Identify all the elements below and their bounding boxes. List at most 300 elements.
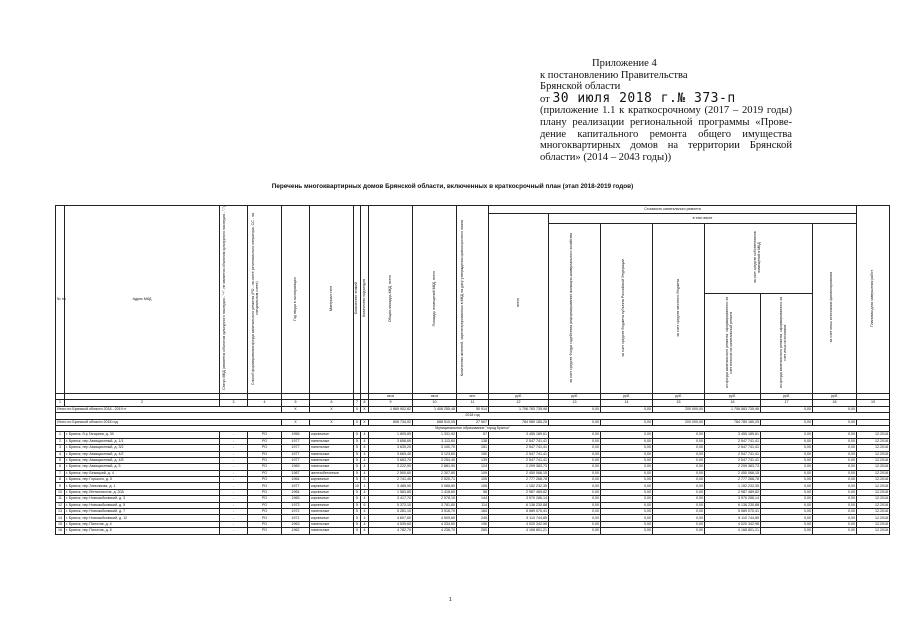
summary-x: X bbox=[310, 406, 354, 412]
unit-cell: руб. bbox=[489, 394, 549, 400]
table-cell: 0,00 bbox=[653, 502, 705, 508]
table-cell: РО bbox=[248, 457, 282, 463]
table-cell: 124 bbox=[457, 464, 489, 470]
table-cell: 1 331,92 bbox=[413, 432, 457, 438]
table-cell: 2 547 741,41 bbox=[489, 438, 549, 444]
table-cell: - bbox=[220, 496, 248, 502]
summary-total: 784 989 185,25 bbox=[489, 419, 549, 425]
table-cell: 0,00 bbox=[653, 496, 705, 502]
table-cell: 2 741,40 bbox=[369, 477, 413, 483]
table-cell: 0,00 bbox=[653, 528, 705, 534]
table-cell: 0,00 bbox=[761, 457, 813, 463]
table-cell: 0,00 bbox=[653, 489, 705, 495]
table-cell: 3 639,20 bbox=[369, 445, 413, 451]
table-cell: 0,00 bbox=[813, 457, 857, 463]
col-number: 18 bbox=[813, 400, 857, 406]
document-title: Перечень многоквартирных домов Брянской области, включенных в краткосрочный план (этап 2018-2019 годов) bbox=[271, 183, 634, 190]
summary-x: X bbox=[354, 406, 361, 412]
table-cell: 0,00 bbox=[653, 470, 705, 476]
table-cell: кирпичные bbox=[310, 496, 354, 502]
table-cell: 0,00 bbox=[813, 509, 857, 515]
table-cell: 5 bbox=[354, 477, 361, 483]
table-cell: 1977 bbox=[282, 451, 310, 457]
table-cell: 5 bbox=[354, 451, 361, 457]
table-cell: кирпичные bbox=[310, 502, 354, 508]
header-floors: Количество этажей bbox=[354, 206, 361, 394]
table-cell: РО bbox=[248, 438, 282, 444]
table-cell: 5 bbox=[354, 464, 361, 470]
table-cell: г. Брянск, пер Горького, д. 5 bbox=[65, 477, 220, 483]
table-cell: 0,00 bbox=[813, 470, 857, 476]
table-cell: 12.2018 bbox=[857, 496, 890, 502]
col-number: 17 bbox=[761, 400, 813, 406]
table-cell: 0,00 bbox=[601, 438, 653, 444]
table-cell: 0,00 bbox=[601, 451, 653, 457]
table-cell: 2 307,80 bbox=[413, 470, 457, 476]
table-cell: 0,00 bbox=[601, 457, 653, 463]
table-cell: 1971 bbox=[282, 515, 310, 521]
table-cell: - bbox=[220, 502, 248, 508]
table-cell: 4 bbox=[361, 515, 369, 521]
table-cell: 4 bbox=[361, 489, 369, 495]
table-cell: 0,00 bbox=[761, 515, 813, 521]
table-cell: 3 485,90 bbox=[369, 483, 413, 489]
table-cell: панельные bbox=[310, 509, 354, 515]
table-cell: 2 547 741,41 bbox=[705, 445, 761, 451]
appendix-line1: Приложение 4 bbox=[592, 58, 657, 69]
table-cell: РО bbox=[248, 464, 282, 470]
unit-cell: кв.м bbox=[413, 394, 457, 400]
table-cell: 0,00 bbox=[761, 483, 813, 489]
table-cell: 0,00 bbox=[813, 464, 857, 470]
table-cell: - bbox=[220, 432, 248, 438]
summary-local: 200 000,00 bbox=[653, 419, 705, 425]
table-cell: панельные bbox=[310, 445, 354, 451]
table-cell: 5 bbox=[354, 528, 361, 534]
table-cell: 4 168 801,21 bbox=[705, 528, 761, 534]
municipal-band: Муниципальное образование "город Брянск" bbox=[56, 425, 890, 431]
table-cell: 0,00 bbox=[601, 509, 653, 515]
table-cell: 0,00 bbox=[549, 470, 601, 476]
table-cell: г. Брянск, пер Авиационный, д. 4/5 bbox=[65, 457, 220, 463]
table-cell: 15 bbox=[56, 521, 65, 527]
summary-fund: 0,00 bbox=[549, 419, 601, 425]
table-cell: 0,00 bbox=[761, 432, 813, 438]
table-cell: 0,00 bbox=[601, 470, 653, 476]
summary-residents: 27 907 bbox=[457, 419, 489, 425]
header-num: № пп bbox=[56, 206, 65, 394]
table-cell: 196 bbox=[457, 521, 489, 527]
table-cell: РО bbox=[248, 489, 282, 495]
summary-total: 1 706 783 735,98 bbox=[489, 406, 549, 412]
table-cell: 1962 bbox=[282, 528, 310, 534]
table-cell: РО bbox=[248, 470, 282, 476]
header-cost-group: Стоимость капитального ремонта bbox=[489, 206, 857, 214]
table-cell: 5 589 070,41 bbox=[705, 509, 761, 515]
table-cell: - bbox=[220, 483, 248, 489]
summary-label: Итого по Брянской области 2018 - 2019 гг bbox=[56, 406, 282, 412]
table-cell: РО bbox=[248, 515, 282, 521]
table-cell: 0,00 bbox=[761, 496, 813, 502]
table-cell: кирпичные bbox=[310, 489, 354, 495]
table-cell: 0,00 bbox=[653, 521, 705, 527]
table-cell: 4 168 801,21 bbox=[489, 528, 549, 534]
table-cell: 1 418,60 bbox=[413, 489, 457, 495]
table-cell: 1965 bbox=[282, 496, 310, 502]
table-cell: РО bbox=[248, 432, 282, 438]
table-cell: - bbox=[220, 470, 248, 476]
table-cell: 0,00 bbox=[761, 470, 813, 476]
table-cell: 2 987 489,82 bbox=[489, 489, 549, 495]
header-residents: Количество жителей, зарегистрированных в МКД на дату утверждения краткосрочного плана bbox=[457, 206, 489, 394]
table-cell: 5 bbox=[354, 496, 361, 502]
table-cell: 0,00 bbox=[653, 464, 705, 470]
appendix-block bbox=[540, 58, 790, 163]
table-cell: 0,00 bbox=[653, 451, 705, 457]
table-cell: 4 bbox=[361, 445, 369, 451]
table-cell: г. Брянск, пер Бежицкий, д. 4 bbox=[65, 470, 220, 476]
table-cell: 151 bbox=[457, 445, 489, 451]
table-cell: 4 bbox=[361, 464, 369, 470]
table-cell: 4 bbox=[361, 496, 369, 502]
summary-other2: 0,00 bbox=[813, 419, 857, 425]
table-cell: г. Брянск, пер Пилотов, д. 4 bbox=[65, 521, 220, 527]
table-cell: 1969 bbox=[282, 464, 310, 470]
table-cell: 12.2018 bbox=[857, 502, 890, 508]
table-cell: 57 bbox=[457, 432, 489, 438]
table-cell: 114 bbox=[457, 502, 489, 508]
table-cell: 2 547 741,41 bbox=[705, 438, 761, 444]
table-cell: 0,00 bbox=[813, 521, 857, 527]
header-total: всего bbox=[489, 214, 549, 394]
table-cell: 2 525,71 bbox=[413, 477, 457, 483]
table-cell: 0,00 bbox=[813, 445, 857, 451]
table-cell: - bbox=[220, 464, 248, 470]
table-cell: 3 bbox=[361, 477, 369, 483]
table-cell: - bbox=[220, 451, 248, 457]
table-cell: 3 455 189,61 bbox=[489, 432, 549, 438]
header-wall-material: Материал стен bbox=[310, 206, 354, 394]
unit-cell: чел. bbox=[457, 394, 489, 400]
table-cell: 13 bbox=[56, 509, 65, 515]
table-cell: 3 417,70 bbox=[369, 496, 413, 502]
summary-x: X bbox=[361, 419, 369, 425]
table-cell: кирпичные bbox=[310, 477, 354, 483]
table-cell: 5 bbox=[354, 432, 361, 438]
table-cell: 0,00 bbox=[813, 477, 857, 483]
header-deadline: Плановая дата завершения работ bbox=[857, 206, 890, 394]
table-cell: 12.2018 bbox=[857, 438, 890, 444]
table-cell: 12.2018 bbox=[857, 457, 890, 463]
col-number: 2 bbox=[65, 400, 220, 406]
table-cell: 5 bbox=[354, 445, 361, 451]
table-cell: 0,00 bbox=[813, 432, 857, 438]
table-cell: 4 bbox=[361, 528, 369, 534]
col-number: 16 bbox=[705, 400, 761, 406]
table-cell: кирпичные bbox=[310, 483, 354, 489]
col-number: 7 bbox=[354, 400, 361, 406]
table-cell: 4 607,60 bbox=[369, 515, 413, 521]
table-cell: 16 bbox=[56, 528, 65, 534]
table-cell: 0,00 bbox=[761, 521, 813, 527]
table-cell: 4 539,60 bbox=[369, 521, 413, 527]
table-cell: РО bbox=[248, 445, 282, 451]
table-cell: 4 bbox=[56, 451, 65, 457]
table-cell: г. Брянск, пер Авиационный, д. 4/2 bbox=[65, 451, 220, 457]
table-cell: 0,00 bbox=[653, 432, 705, 438]
summary-local: 200 000,00 bbox=[653, 406, 705, 412]
table-cell: 5 281,10 bbox=[369, 509, 413, 515]
table-row bbox=[56, 528, 890, 534]
table-cell: 0,00 bbox=[549, 528, 601, 534]
col-number: 11 bbox=[457, 400, 489, 406]
table-cell: 5 bbox=[354, 509, 361, 515]
table-cell: 4 bbox=[361, 521, 369, 527]
table-cell: 2 299 383,73 bbox=[705, 464, 761, 470]
table-cell: - bbox=[220, 457, 248, 463]
table-cell: 3 bbox=[56, 445, 65, 451]
table-cell: 8 bbox=[56, 477, 65, 483]
table-cell: панельные bbox=[310, 451, 354, 457]
summary-x: X bbox=[282, 406, 310, 412]
table-cell: 0,00 bbox=[761, 477, 813, 483]
table-cell: 1 152 232,35 bbox=[705, 483, 761, 489]
table-cell: 12 bbox=[56, 502, 65, 508]
appendix-line2: к постановлению Правительства bbox=[540, 69, 688, 81]
table-cell: 6 bbox=[56, 464, 65, 470]
table-cell: 0,00 bbox=[601, 521, 653, 527]
table-cell: 1 805,85 bbox=[369, 432, 413, 438]
table-cell: г. Брянск, б-р Гагарина, д. 30 bbox=[65, 432, 220, 438]
col-number: 5 bbox=[282, 400, 310, 406]
header-other-sources: за счет иных источников финансирования bbox=[813, 224, 857, 394]
table-cell: 12.2018 bbox=[857, 528, 890, 534]
summary-other: 0,00 bbox=[761, 406, 813, 412]
table-cell: 0,00 bbox=[653, 509, 705, 515]
table-cell: 0,00 bbox=[549, 438, 601, 444]
table-cell: 2 547 741,41 bbox=[489, 457, 549, 463]
table-cell: 2 450 066,15 bbox=[705, 470, 761, 476]
table-cell: 12.2018 bbox=[857, 445, 890, 451]
table-cell: РО bbox=[248, 477, 282, 483]
table-cell: 1964 bbox=[282, 477, 310, 483]
table-cell: 1977 bbox=[282, 483, 310, 489]
col-number: 19 bbox=[857, 400, 890, 406]
table-cell: РО bbox=[248, 509, 282, 515]
table-cell: 0,00 bbox=[653, 483, 705, 489]
table-cell: 0,00 bbox=[601, 432, 653, 438]
table-cell: панельные bbox=[310, 521, 354, 527]
table-cell: 12.2018 bbox=[857, 432, 890, 438]
table-cell: 1 152 232,35 bbox=[489, 483, 549, 489]
table-cell: 139 bbox=[457, 457, 489, 463]
summary-owners: 1 706 583 735,98 bbox=[705, 406, 761, 412]
table-cell: 0,00 bbox=[761, 509, 813, 515]
table-cell: г. Брянск, пер Авиационный, д. 5 bbox=[65, 464, 220, 470]
table-cell: панельные bbox=[310, 457, 354, 463]
table-cell: 105 bbox=[457, 483, 489, 489]
table-cell: 1963 bbox=[282, 521, 310, 527]
table-cell: РО bbox=[248, 496, 282, 502]
table-cell: г. Брянск, пер Авиационный, д. 1/1 bbox=[65, 438, 220, 444]
table-cell: 12.2018 bbox=[857, 515, 890, 521]
table-cell: 1977 bbox=[282, 457, 310, 463]
table-cell: 5 bbox=[56, 457, 65, 463]
table-cell: 12.2018 bbox=[857, 470, 890, 476]
table-cell: 1987 bbox=[282, 470, 310, 476]
header-total-area: Общая площадь МКД, всего bbox=[369, 206, 413, 394]
table-cell: 0,00 bbox=[549, 457, 601, 463]
summary-residents: 50 914 bbox=[457, 406, 489, 412]
table-cell: 3 088,80 bbox=[413, 483, 457, 489]
header-federal: за счет средств бюджета субъекта Российской Федерации bbox=[601, 224, 653, 394]
table-cell: 5 110 744,85 bbox=[705, 515, 761, 521]
table-cell: 2 500,60 bbox=[369, 470, 413, 476]
table-cell: 12.2018 bbox=[857, 464, 890, 470]
table-cell: 150 bbox=[457, 451, 489, 457]
summary-area: 808 734,92 bbox=[369, 419, 413, 425]
table-cell: 0,00 bbox=[761, 464, 813, 470]
summary-federal: 0,00 bbox=[601, 406, 653, 412]
summary-other2: 0,00 bbox=[813, 406, 857, 412]
table-cell: 12.2018 bbox=[857, 521, 890, 527]
table-cell: 4 236,70 bbox=[413, 528, 457, 534]
table-cell: 5 bbox=[354, 521, 361, 527]
table-cell: 0,00 bbox=[549, 515, 601, 521]
table-cell: 0,00 bbox=[549, 521, 601, 527]
table-cell: 6 bbox=[361, 502, 369, 508]
table-cell: 10 bbox=[56, 489, 65, 495]
summary-x: X bbox=[282, 419, 310, 425]
table-cell: панельные bbox=[310, 528, 354, 534]
summary-federal: 0,00 bbox=[601, 419, 653, 425]
col-number: 15 bbox=[653, 400, 705, 406]
table-cell: 1 583,85 bbox=[369, 489, 413, 495]
table-cell: кирпичные bbox=[310, 515, 354, 521]
page-number: 1 bbox=[449, 597, 452, 603]
table-cell: 4 bbox=[361, 438, 369, 444]
table-cell: г. Брянск, пер Новозыбковский, д. 7 bbox=[65, 509, 220, 515]
table-cell: 2 547 741,41 bbox=[489, 451, 549, 457]
table-cell: 3 658,69 bbox=[369, 438, 413, 444]
table-cell: 1973 bbox=[282, 502, 310, 508]
table-cell: 3 970 286,14 bbox=[489, 496, 549, 502]
table-cell: 0,00 bbox=[813, 438, 857, 444]
table-cell: 12.2018 bbox=[857, 509, 890, 515]
table-cell: 5 bbox=[354, 515, 361, 521]
table-cell: 5 372,10 bbox=[369, 502, 413, 508]
table-cell: 0,00 bbox=[653, 438, 705, 444]
table-cell: 0,00 bbox=[549, 489, 601, 495]
table-cell: 5 bbox=[354, 470, 361, 476]
table-cell: 58 bbox=[457, 489, 489, 495]
table-cell: 3 113,60 bbox=[413, 438, 457, 444]
summary-x: X bbox=[354, 419, 361, 425]
table-cell: 2 bbox=[56, 438, 65, 444]
table-cell: 2 547 741,41 bbox=[705, 457, 761, 463]
table-cell: 3 781,80 bbox=[413, 502, 457, 508]
table-cell: 0,00 bbox=[601, 489, 653, 495]
table-cell: 0,00 bbox=[761, 489, 813, 495]
table-cell: - bbox=[220, 477, 248, 483]
table-cell: 0,00 bbox=[761, 438, 813, 444]
table-cell: 0,00 bbox=[601, 496, 653, 502]
table-cell: 3 516,70 bbox=[413, 509, 457, 515]
table-cell: 0,00 bbox=[601, 483, 653, 489]
header-method: Способ формирования фонда капитального ремонта (РО - на счете регионального оператора, СС - на специальном счете) bbox=[248, 206, 282, 394]
table-cell: 5 bbox=[354, 438, 361, 444]
table-cell: 0,00 bbox=[601, 464, 653, 470]
summary-other: 0,00 bbox=[761, 419, 813, 425]
table-cell: 144 bbox=[457, 496, 489, 502]
appendix-date bbox=[540, 90, 790, 106]
table-cell: 0,00 bbox=[549, 477, 601, 483]
table-cell: 0,00 bbox=[549, 445, 601, 451]
table-cell: 4 334,60 bbox=[413, 521, 457, 527]
table-cell: панельные bbox=[310, 438, 354, 444]
summary-fund: 0,00 bbox=[549, 406, 601, 412]
table-cell: 0,00 bbox=[813, 483, 857, 489]
table-cell: 2 450 066,15 bbox=[489, 470, 549, 476]
appendix-date-prefix: от bbox=[540, 93, 550, 105]
table-cell: 4 509,60 bbox=[413, 515, 457, 521]
table-cell: 0,00 bbox=[813, 489, 857, 495]
table-cell: кирпичные bbox=[310, 432, 354, 438]
table-cell: 3 663,70 bbox=[369, 457, 413, 463]
table-cell: РО bbox=[248, 451, 282, 457]
table-cell: 2 547 741,41 bbox=[489, 445, 549, 451]
table-cell: 0,00 bbox=[761, 451, 813, 457]
houses-table bbox=[55, 205, 890, 535]
table-cell: 5 bbox=[354, 502, 361, 508]
table-cell: 2 299 383,73 bbox=[489, 464, 549, 470]
table-cell: г. Брянск, пер Пилотов, д. 8 bbox=[65, 528, 220, 534]
table-cell: 1972 bbox=[282, 509, 310, 515]
year-band: 2018 год bbox=[56, 413, 890, 419]
table-cell: железобетонные bbox=[310, 470, 354, 476]
table-cell: 245 bbox=[457, 515, 489, 521]
col-number: 13 bbox=[549, 400, 601, 406]
table-cell: 0,00 bbox=[549, 502, 601, 508]
header-owners-other: из фонда капитального ремонта, сформированного за счет иных источников bbox=[761, 294, 813, 394]
table-cell: 0,00 bbox=[761, 445, 813, 451]
table-cell: 3 254,40 bbox=[413, 457, 457, 463]
header-year-built: Год ввода в эксплуатацию bbox=[282, 206, 310, 394]
unit-cell: руб. bbox=[549, 394, 601, 400]
summary-premises: 688 510,05 bbox=[413, 419, 457, 425]
table-cell: г. Брянск, пер Запольная, д. 1 bbox=[65, 483, 220, 489]
header-status: Статус МКД (является объектом культурного наследия - "+", не является объектом культурного наследия - "-") bbox=[220, 206, 248, 394]
table-cell: 4 bbox=[361, 457, 369, 463]
table-cell: 1964 bbox=[282, 489, 310, 495]
col-number: 8 bbox=[361, 400, 369, 406]
col-number: 1 bbox=[56, 400, 65, 406]
appendix-line3: Брянской области bbox=[540, 81, 621, 93]
table-cell: 265 bbox=[457, 528, 489, 534]
col-number: 9 bbox=[369, 400, 413, 406]
table-cell: 3 222,90 bbox=[369, 464, 413, 470]
table-cell: 14 bbox=[56, 515, 65, 521]
table-cell: г. Брянск, пер Новозыбковский, д. 5 bbox=[65, 502, 220, 508]
table-cell: 4 782,70 bbox=[369, 528, 413, 534]
table-cell: 4 bbox=[361, 432, 369, 438]
table-cell: 1977 bbox=[282, 438, 310, 444]
table-cell: РО bbox=[248, 502, 282, 508]
table-cell: 1 bbox=[361, 483, 369, 489]
table-cell: 5 bbox=[354, 489, 361, 495]
table-cell: - bbox=[220, 489, 248, 495]
table-cell: 0,00 bbox=[813, 451, 857, 457]
